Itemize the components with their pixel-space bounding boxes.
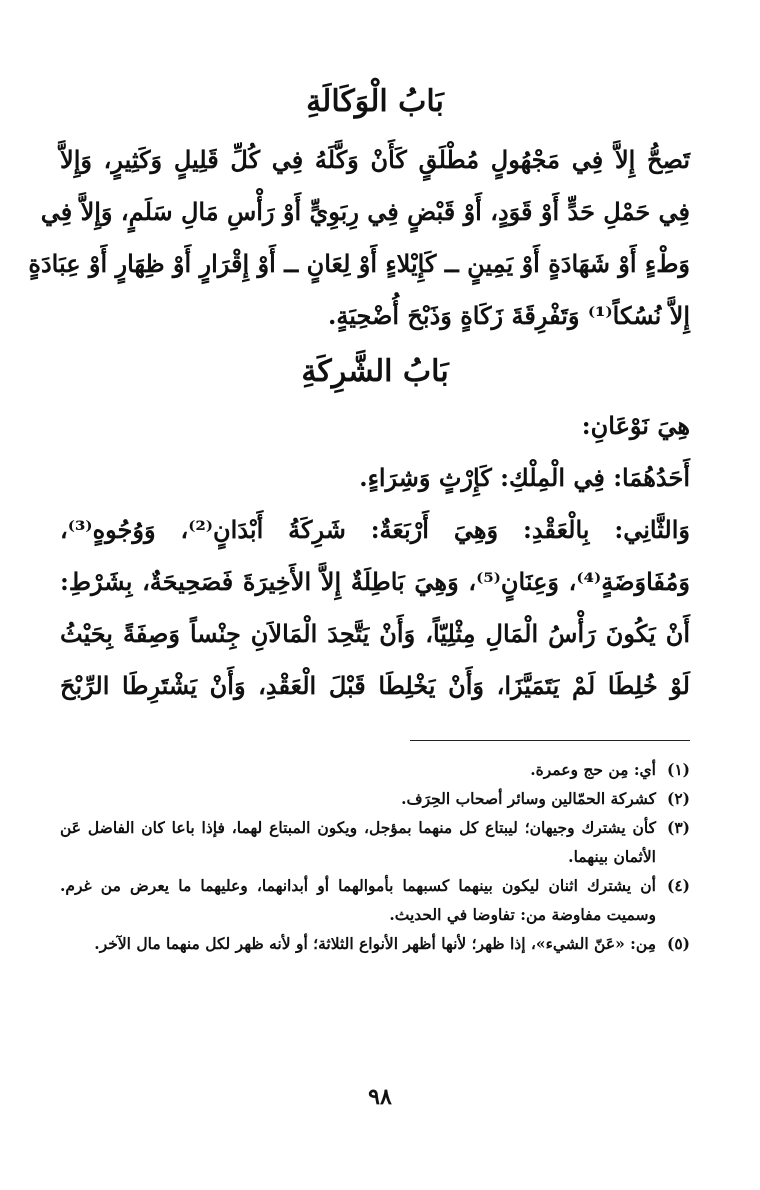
body-line: فِي حَمْلِ حَدٍّ أَوْ قَوَدٍ، أَوْ قَبْضٍ فِي رِبَوِيٍّ أَوْ رَأْسِ مَالِ سَلَمٍ، وَإِلاَّ فِي: [40, 197, 690, 226]
page-number: ٩٨: [368, 1084, 392, 1110]
book-page: [0, 84, 760, 1190]
section-body-wakala: [28, 134, 690, 342]
footnote-number: (٥): [666, 934, 690, 953]
body-line: لَوْ خُلِطَا لَمْ يَتَمَيَّزَا، وَأَنْ يَخْلِطَا قَبْلَ الْعَقْدِ، وَأَنْ يَشْتَرِطَا الرِّبْحَ: [60, 671, 690, 700]
footnote-text: كشركة الحمّالين وسائر أصحاب الحِرَف.: [401, 789, 656, 808]
body-line: تَصِحُّ إِلاَّ فِي مَجْهُولٍ مُطْلَقٍ كَأَنْ وَكَّلَهُ فِي كُلِّ قَلِيلٍ وَكَثِيرٍ، وَإِلاَّ: [60, 145, 690, 174]
footnote-number: (٣): [666, 818, 690, 837]
section-heading-wakala: بَابُ الْوَكَالَةِ: [306, 84, 444, 119]
body-line: إِلاَّ نُسُكاً⁽¹⁾ وَتَفْرِقَةَ زَكَاةٍ وَذَبْحَ أُضْحِيَةٍ.: [328, 301, 690, 330]
footnote: [60, 871, 690, 929]
body-line: وَطْءٍ أَوْ شَهَادَةٍ أَوْ يَمِينٍ ــ كَإِيْلاءٍ أَوْ لِعَانٍ ــ أَوْ إِقْرَارٍ أَوْ ظِهَارٍ أَوْ عِبَادَةٍ: [28, 249, 690, 278]
footnote-text: أي: مِن حج وعمرة.: [530, 760, 656, 779]
footnote-text: مِن: «عَنّ الشيء»، إذا ظهر؛ لأنها أظهر الأنواع الثلاثة؛ أو لأنه ظهر لكل منهما مال الآخر.: [94, 934, 656, 953]
section-body-shirka: [60, 400, 690, 712]
footnote-divider: [410, 740, 690, 741]
footnote: [60, 755, 690, 784]
footnote: [60, 813, 690, 871]
footnote-number: (٢): [666, 789, 690, 808]
footnote-text: أن يشترك اثنان ليكون بينهما كسبهما بأموالهما أو أبدانهما، وعليهما ما يعرض من غرم. وسميت مفاوضة من: تفاوضا في الحديث.: [60, 876, 656, 924]
footnotes: [60, 755, 690, 958]
body-line: وَمُفَاوَضَةٍ⁽⁴⁾، وَعِنَانٍ⁽⁵⁾، وَهِيَ بَاطِلَةٌ إِلاَّ الأَخِيرَةَ فَصَحِيحَةٌ، بِشَرْطِ:: [60, 567, 690, 596]
footnote: [60, 784, 690, 813]
footnote-number: (٤): [666, 876, 690, 895]
body-line: أَحَدُهُمَا: فِي الْمِلْكِ: كَإِرْثٍ وَشِرَاءٍ.: [359, 463, 690, 492]
footnote: [60, 929, 690, 958]
body-line: هِيَ نَوْعَانِ:: [581, 411, 690, 440]
footnote-number: (١): [666, 760, 690, 779]
body-line: وَالثَّانِي: بِالْعَقْدِ: وَهِيَ أَرْبَعَةٌ: شَرِكَةُ أَبْدَانٍ⁽²⁾، وَوُجُوهٍ⁽³⁾،: [60, 515, 691, 544]
footnote-text: كأن يشترك وجيهان؛ ليبتاع كل منهما بمؤجل، ويكون المبتاع لهما، فإذا باعا كان الفاضل عَن الأثمان بينهما.: [60, 818, 656, 866]
section-heading-shirka: بَابُ الشَّرِكَةِ: [301, 354, 449, 389]
body-line: أَنْ يَكُونَ رَأْسُ الْمَالِ مِثْلِيّاً، وَأَنْ يَتَّحِدَ الْمَالاَنِ جِنْساً وَصِفَةً بِحَيْثُ: [60, 619, 690, 648]
